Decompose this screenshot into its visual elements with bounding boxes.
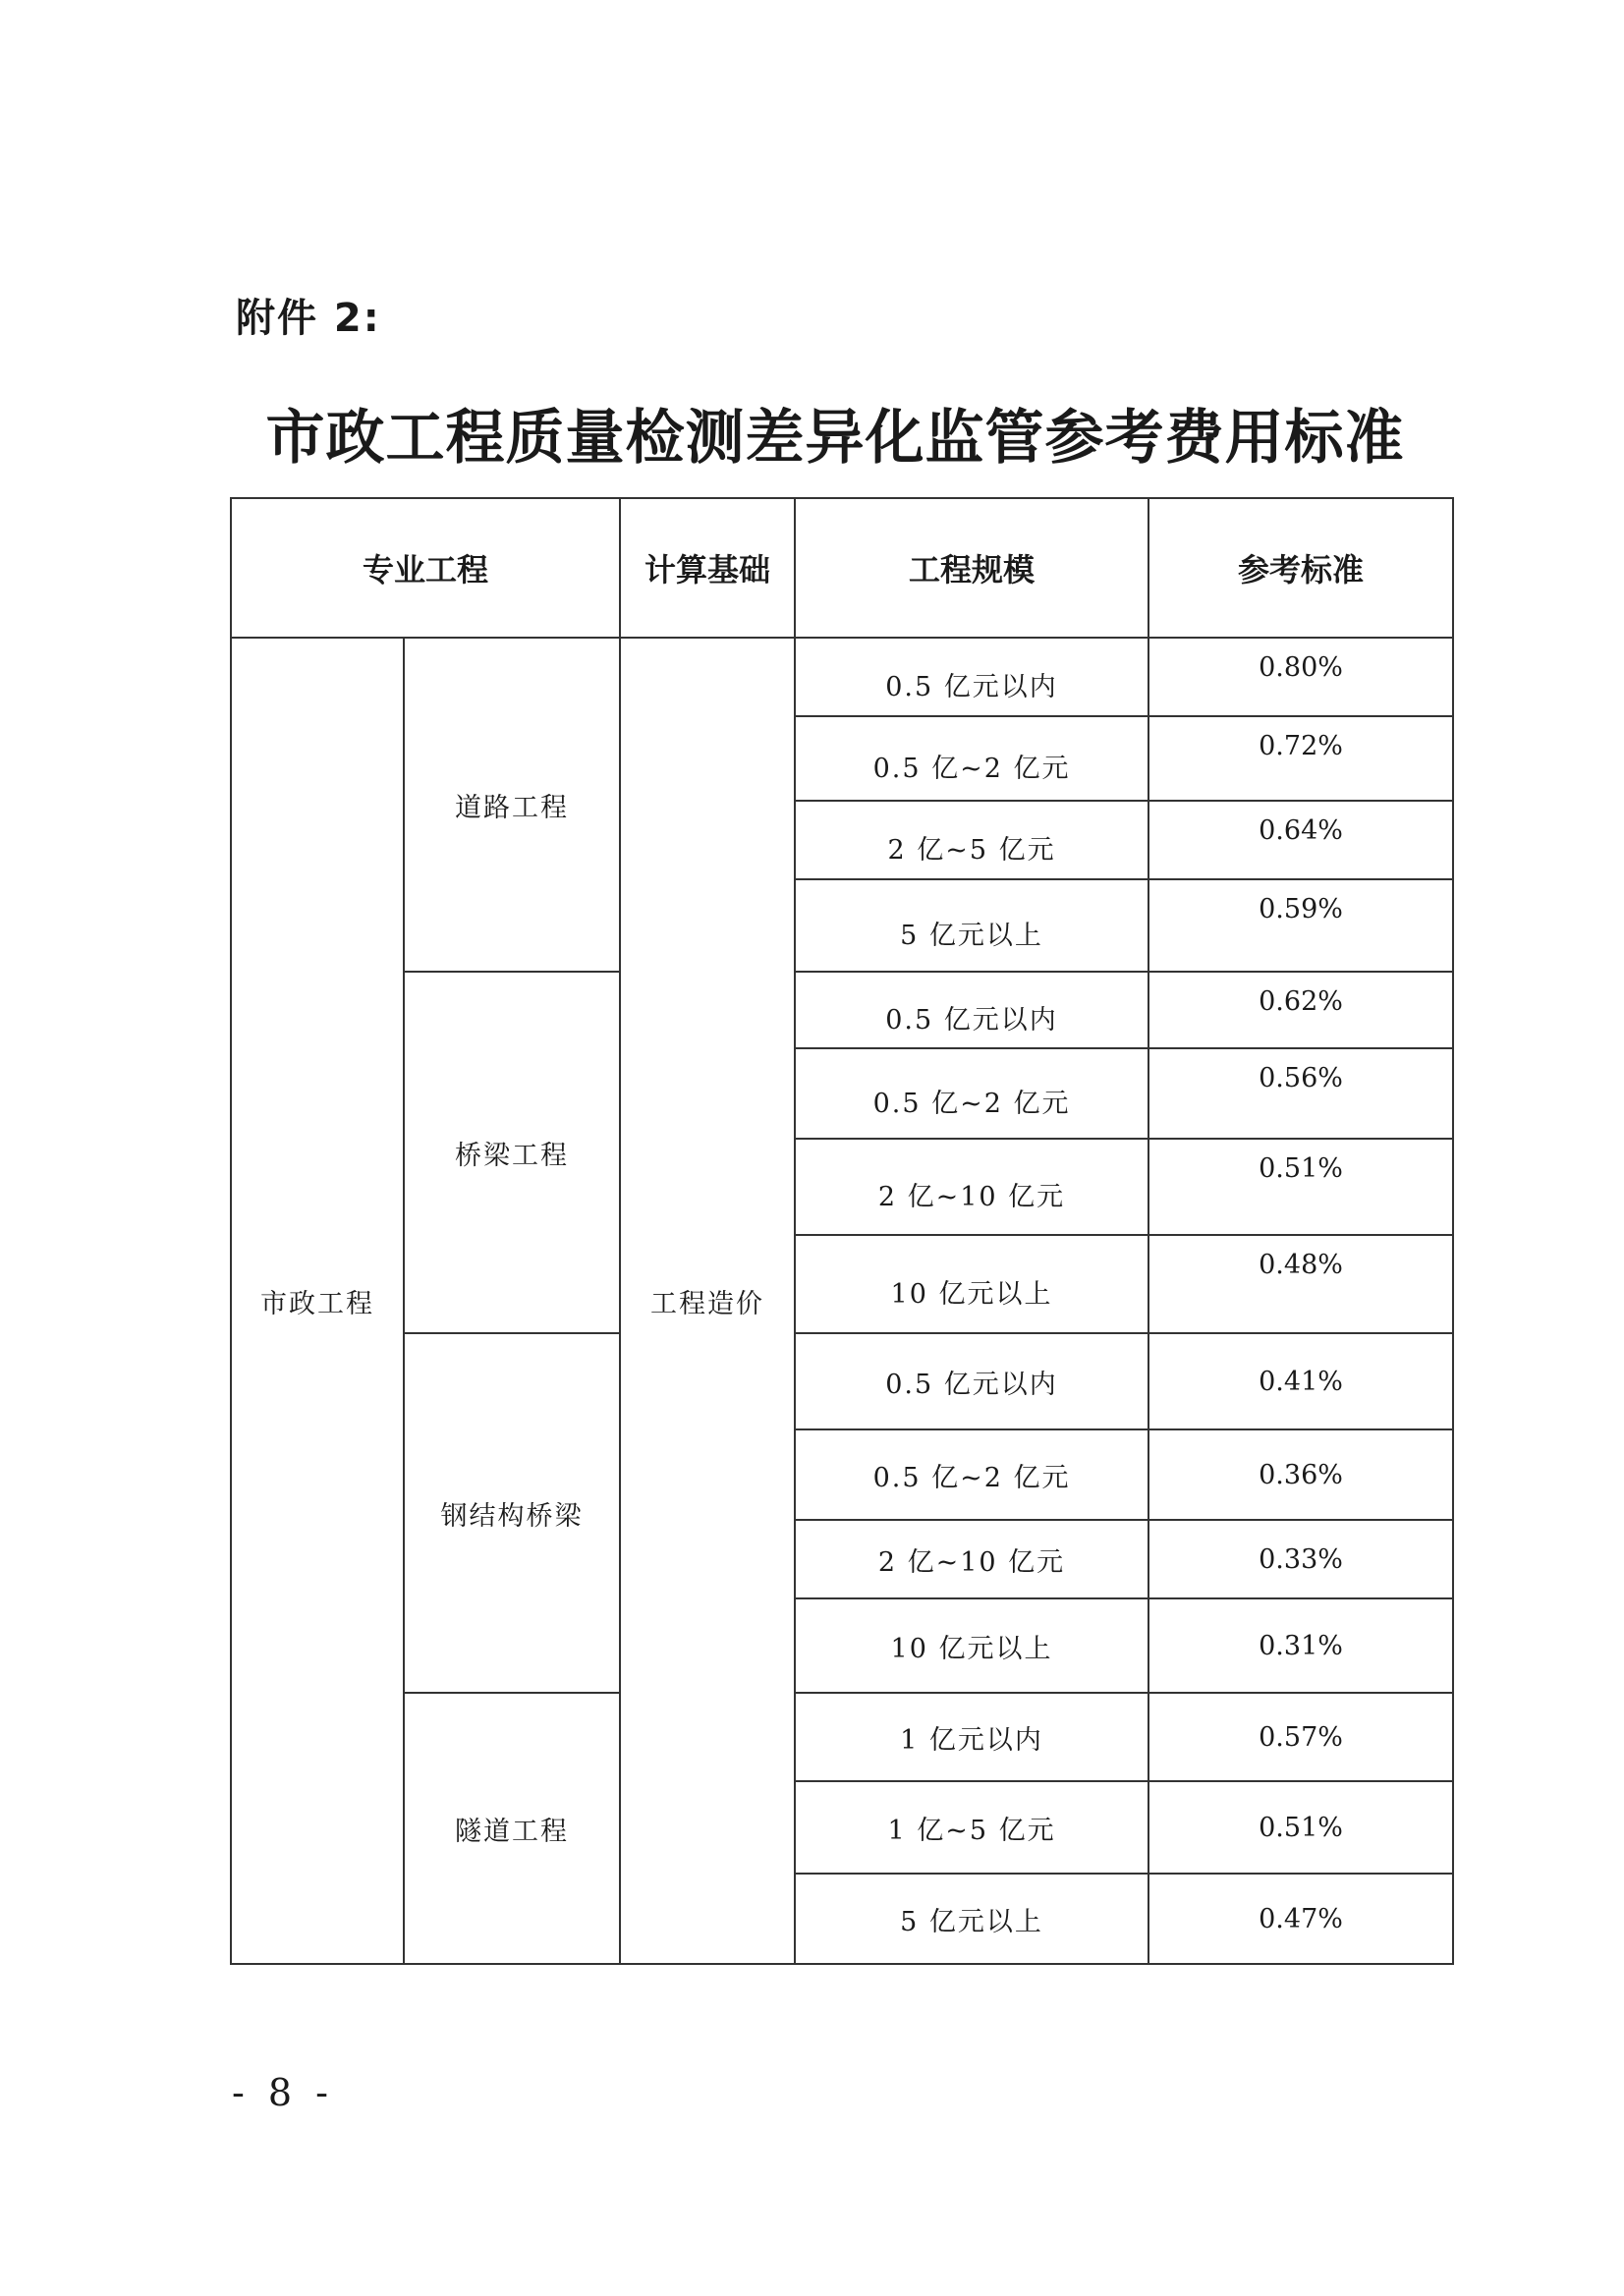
scale-cell: 1 亿元以内 bbox=[795, 1693, 1148, 1781]
rate-cell: 0.36% bbox=[1148, 1429, 1453, 1520]
scale-cell: 10 亿元以上 bbox=[795, 1235, 1148, 1333]
rate-cell: 0.48% bbox=[1148, 1235, 1453, 1333]
rate-cell: 0.51% bbox=[1148, 1139, 1453, 1235]
rate-cell: 0.57% bbox=[1148, 1693, 1453, 1781]
group-name-cell: 钢结构桥梁 bbox=[404, 1333, 620, 1693]
rate-cell: 0.80% bbox=[1148, 638, 1453, 716]
table-row bbox=[231, 1333, 1453, 1429]
scale-cell: 0.5 亿元以内 bbox=[795, 1333, 1148, 1429]
scale-cell: 0.5 亿~2 亿元 bbox=[795, 1429, 1148, 1520]
table-row bbox=[231, 1693, 1453, 1781]
rate-cell: 0.62% bbox=[1148, 972, 1453, 1048]
header-standard: 参考标准 bbox=[1148, 498, 1453, 638]
scale-cell: 0.5 亿元以内 bbox=[795, 972, 1148, 1048]
scale-cell: 2 亿~10 亿元 bbox=[795, 1139, 1148, 1235]
rate-cell: 0.59% bbox=[1148, 879, 1453, 972]
table-row bbox=[231, 638, 1453, 716]
rate-cell: 0.33% bbox=[1148, 1520, 1453, 1598]
attachment-label: 附件 2: bbox=[236, 296, 381, 341]
header-professional: 专业工程 bbox=[231, 498, 620, 638]
scale-cell: 5 亿元以上 bbox=[795, 1874, 1148, 1964]
rate-cell: 0.72% bbox=[1148, 716, 1453, 801]
scale-cell: 2 亿~10 亿元 bbox=[795, 1520, 1148, 1598]
scale-cell: 0.5 亿~2 亿元 bbox=[795, 1048, 1148, 1139]
rate-cell: 0.31% bbox=[1148, 1598, 1453, 1693]
header-scale: 工程规模 bbox=[795, 498, 1148, 638]
scale-cell: 0.5 亿元以内 bbox=[795, 638, 1148, 716]
scale-cell: 10 亿元以上 bbox=[795, 1598, 1148, 1693]
document-title: 市政工程质量检测差异化监管参考费用标准 bbox=[265, 404, 1405, 473]
table-row bbox=[231, 972, 1453, 1048]
fee-standard-table bbox=[230, 497, 1454, 1965]
rate-cell: 0.47% bbox=[1148, 1874, 1453, 1964]
scale-cell: 1 亿~5 亿元 bbox=[795, 1781, 1148, 1874]
scale-cell: 0.5 亿~2 亿元 bbox=[795, 716, 1148, 801]
rate-cell: 0.51% bbox=[1148, 1781, 1453, 1874]
scale-cell: 5 亿元以上 bbox=[795, 879, 1148, 972]
page-number: - 8 - bbox=[232, 2071, 335, 2114]
group-name-cell: 隧道工程 bbox=[404, 1693, 620, 1964]
rate-cell: 0.41% bbox=[1148, 1333, 1453, 1429]
calc-basis-cell: 工程造价 bbox=[620, 638, 795, 1964]
scale-cell: 2 亿~5 亿元 bbox=[795, 801, 1148, 879]
header-calc-basis: 计算基础 bbox=[620, 498, 795, 638]
table-header-row bbox=[231, 498, 1453, 638]
rate-cell: 0.56% bbox=[1148, 1048, 1453, 1139]
group-name-cell: 道路工程 bbox=[404, 638, 620, 972]
rate-cell: 0.64% bbox=[1148, 801, 1453, 879]
group-name-cell: 桥梁工程 bbox=[404, 972, 620, 1333]
category-cell: 市政工程 bbox=[231, 638, 404, 1964]
